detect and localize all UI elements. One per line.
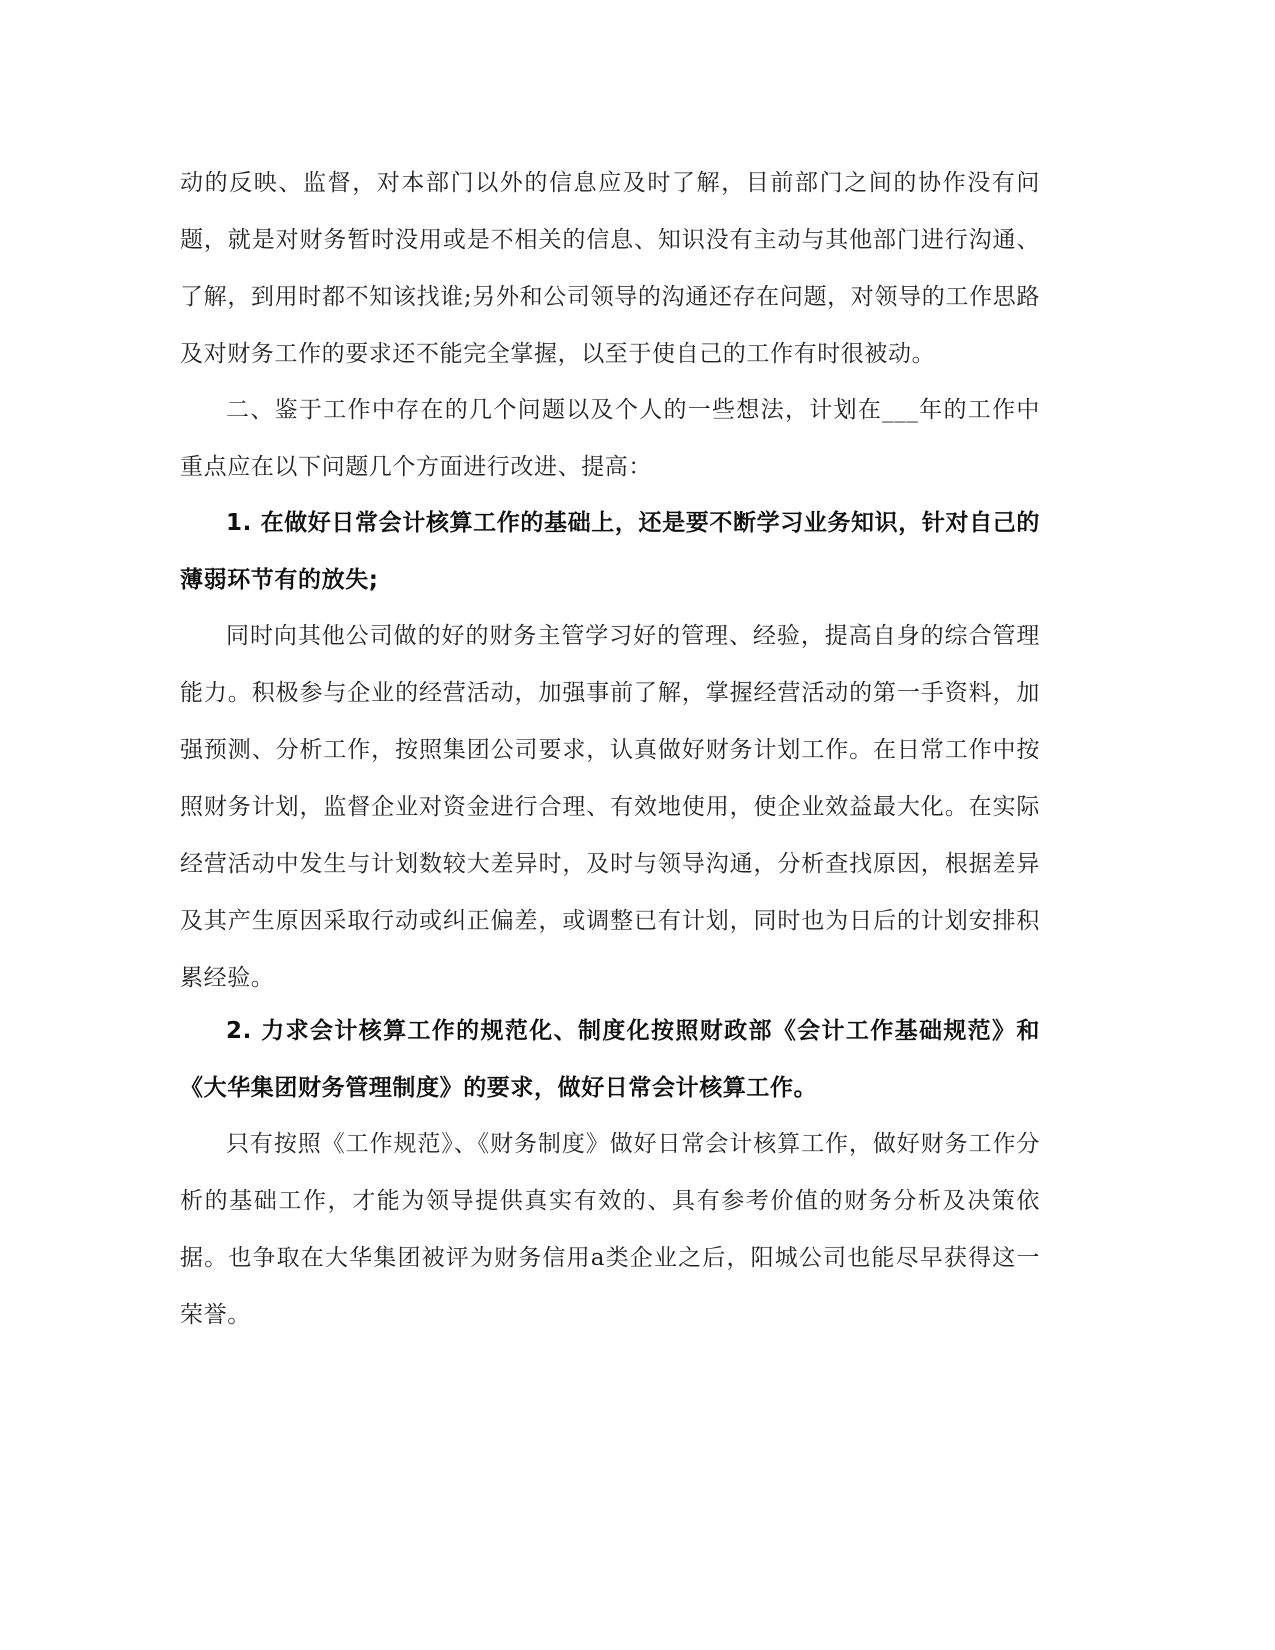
paragraph-text: 动的反映、监督，对本部门以外的信息应及时了解，目前部门之间的协作没有问题，就是对财务暂时没用或是不相关的信息、知识没有主动与其他部门进行沟通、了解，到用时都不知该找谁;另外和公司领导的沟通还存在问题，对领导的工作思路及对财务工作的要求还不能完全掌握，以至于使自己的工作有时很被动。 xyxy=(180,170,1040,367)
paragraph-text: 同时向其他公司做的好的财务主管学习好的管理、经验，提高自身的综合管理能力。积极参与企业的经营活动，加强事前了解，掌握经营活动的第一手资料，加强预测、分析工作，按照集团公司要求，认真做好财务计划工作。在日常工作中按照财务计划，监督企业对资金进行合理、有效地使用，使企业效益最大化。在实际经营活动中发生与计划数较大差异时，及时与领导沟通，分析查找原因，根据差异及其产生原因采取行动或纠正偏差，或调整已有计划，同时也为日后的计划安排积累经验。 xyxy=(180,623,1040,991)
paragraph-text: 只有按照《工作规范》、《财务制度》做好日常会计核算工作，做好财务工作分析的基础工作，才能为领导提供真实有效的、具有参考价值的财务分析及决策依据。也争取在大华集团被评为财务信用a类企业之后，阳城公司也能尽早获得这一荣誉。 xyxy=(180,1131,1040,1328)
heading-text: 2. 力求会计核算工作的规范化、制度化按照财政部《会计工作基础规范》和《大华集团财务管理制度》的要求，做好日常会计核算工作。 xyxy=(180,1018,1040,1101)
heading-text: 1. 在做好日常会计核算工作的基础上，还是要不断学习业务知识，针对自己的薄弱环节有的放失; xyxy=(180,510,1040,593)
paragraph-problems-communication xyxy=(180,155,1040,383)
paragraph-section-two-intro xyxy=(180,382,1040,496)
paragraph-item-1-body xyxy=(180,608,1040,1007)
paragraph-item-2-heading xyxy=(180,1003,1040,1117)
paragraph-text: 二、鉴于工作中存在的几个问题以及个人的一些想法，计划在___年的工作中重点应在以下问题几个方面进行改进、提高： xyxy=(180,397,1040,480)
paragraph-item-1-heading xyxy=(180,495,1040,609)
paragraph-item-2-body xyxy=(180,1116,1040,1344)
